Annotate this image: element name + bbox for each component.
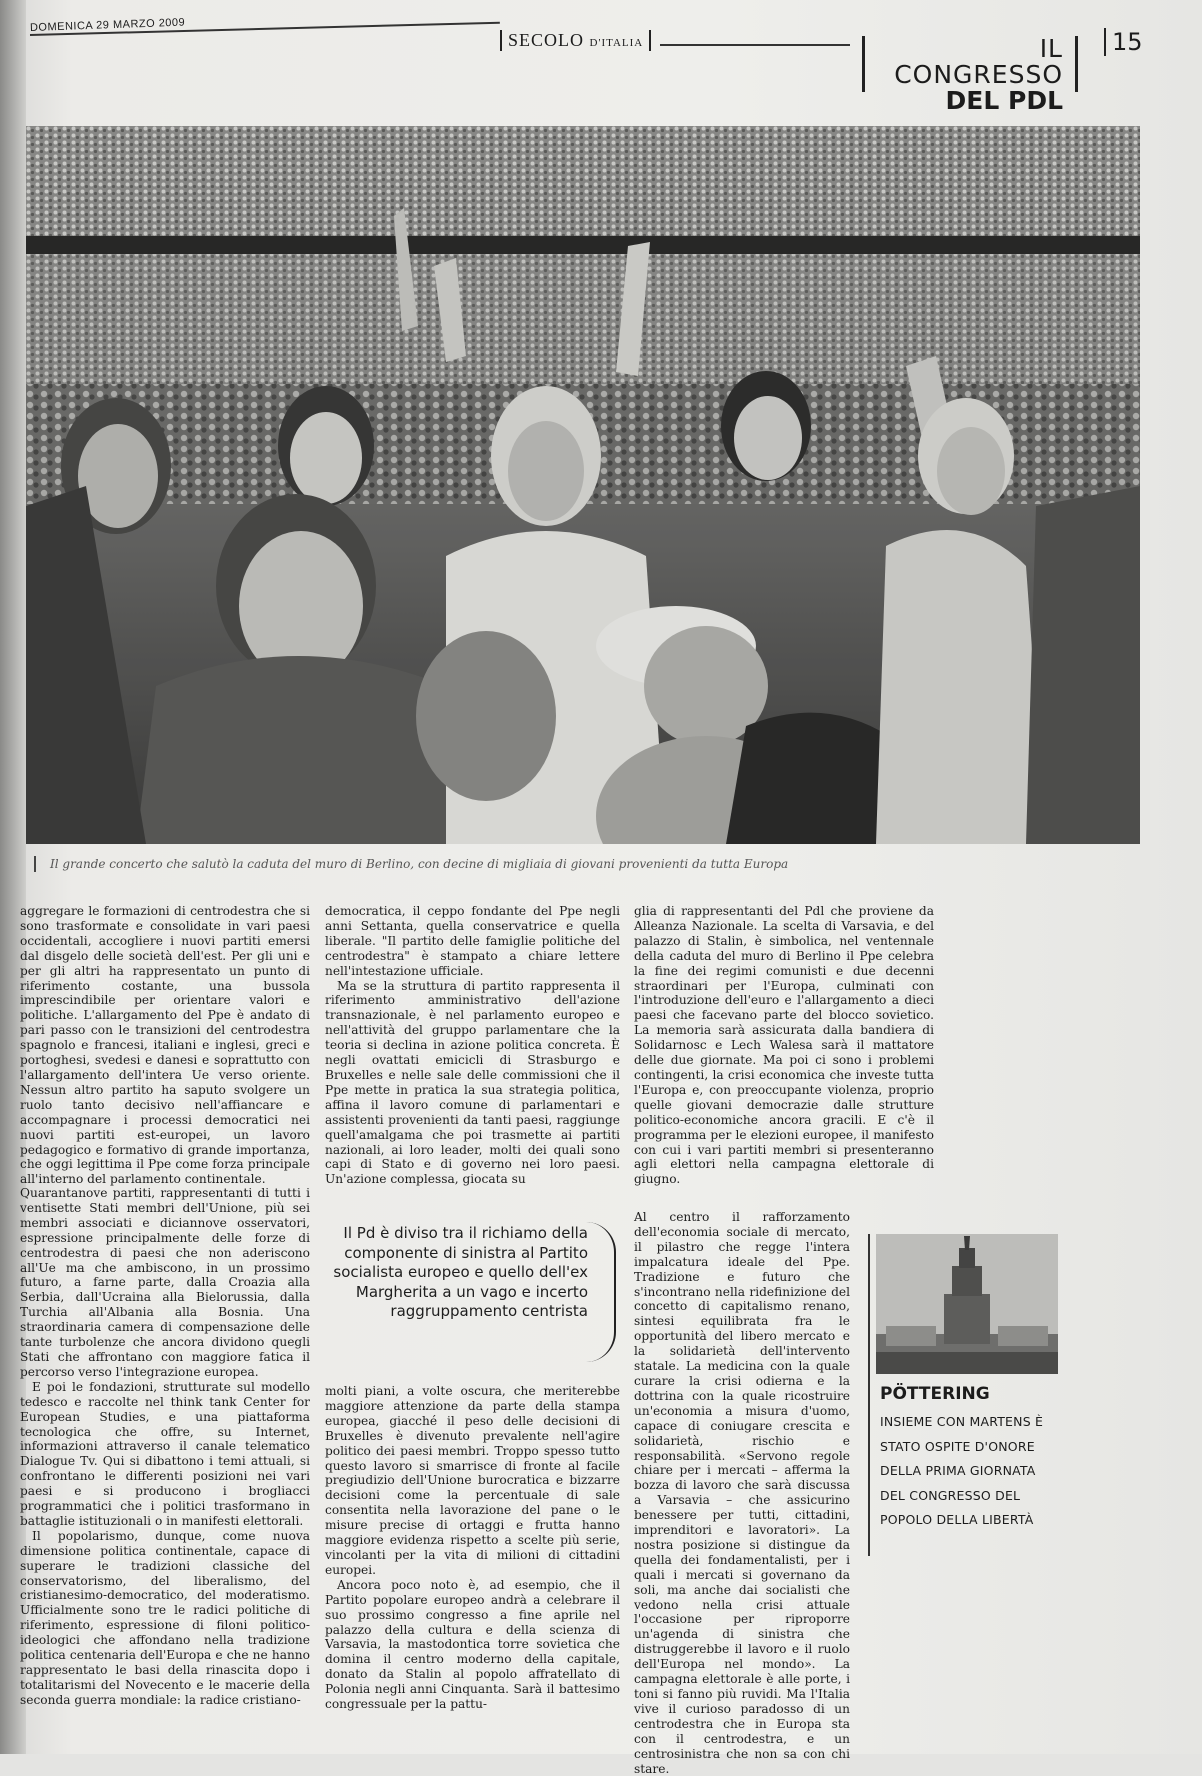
article-paragraph: E poi le fondazioni, strutturate sul modello tedesco e raccolte nel think tank Center for European Studies, e una piattaforma tecnologica che offre, su Internet, informazioni attraverso il canale telematico Dialogue Tv. Qui si dibattono i temi attuali, si confrontano le differenti posizioni nei vari paesi e si producono i brogliacci programmatici che i politici trasformano in battaglie istituzionali o in manifesti elettorali. xyxy=(20,1379,310,1528)
section-title-line2: DEL PDL xyxy=(945,86,1063,115)
palace-tower-illustration xyxy=(876,1234,1058,1374)
article-column-1 xyxy=(20,904,310,1187)
page-number: 15 xyxy=(1104,28,1143,56)
section-title-line1: IL CONGRESSO xyxy=(894,34,1063,89)
masthead xyxy=(500,30,651,51)
masthead-name: SECOLO xyxy=(508,30,585,50)
article-column-3 xyxy=(634,904,934,1187)
pull-quote: Il Pd è diviso tra il richiamo della componente di sinistra al Partito socialista europeo e quello dell'ex Margherita a un vago e incerto raggruppamento centrista xyxy=(333,1224,588,1320)
article-paragraph: glia di rappresentanti del Pdl che proviene da Alleanza Nazionale. La scelta di Varsavia, e del palazzo di Stalin, è simbolica, nel ventennale della caduta del muro di Berlino il Ppe celebra la fine dei regimi comunisti e due decenni straordinari per l'Europa, culminati con l'introduzione dell'euro e l'allargamento a dieci paesi che facevano parte del blocco sovietico. La memoria sarà assicurata dalla bandiera di Solidarnosc e Lech Walesa sarà il mattatore delle due giornate. Ma poi ci sono i problemi contingenti, la crisi economica che investe tutta l'Europa e, con preoccupante violenza, proprio quelle giovani democrazie dalle strutture politico-economiche ancora gracili. E c'è il programma per le elezioni europee, il manifesto con cui i vari partiti membri si presenteranno agli elettori nella campagna elettorale di giugno. xyxy=(634,904,934,1187)
pull-quote-bracket xyxy=(586,1222,616,1362)
masthead-suffix: D'ITALIA xyxy=(589,37,644,49)
article-paragraph: Quarantanove partiti, rappresentanti di tutti i ventisette Stati membri dell'Unione, più sei membri associati e diciannove osservatori, espressione principalmente delle forze di centrodestra di paesi che non aderiscono all'Ue ma che ambiscono, in un prossimo futuro, a farne parte, dalla Croazia alla Serbia, dall'Ucraina alla Bielorussia, dalla Turchia all'Albania alla Bosnia. Una straordinaria camera di compensazione delle tante turbolenze che ancora dividono quegli Stati che affrontano con maggiore fatica il percorso verso l'integrazione europea. xyxy=(20,1186,310,1379)
article-column-1-continued xyxy=(20,1186,310,1708)
article-column-3-continued xyxy=(634,1210,850,1776)
article-paragraph: aggregare le formazioni di centrodestra che si sono trasformate e consolidate in vari paesi occidentali, accogliere i nuovi partiti emersi dal disgelo delle società dell'est. Per gli uni e per gli altri ha rappresentato un punto di riferimento costante, una bussola imprescindibile per orientare valori e politiche. L'allargamento del Ppe è andato di pari passo con le transizioni del centrodestra spagnolo e francesi, italiani e inglesi, greci e portoghesi, svedesi e danesi e soprattutto con l'allargamento dell'intera Ue verso oriente. Nessun altro partito ha saputo svolgere un ruolo tanto decisivo nell'affiancare e accompagnare i processi democratici nei nuovi partiti est-europei, un lavoro pedagogico e formativo di grande importanza, che oggi legittima il Ppe come forza principale all'interno del parlamento continentale. xyxy=(20,904,310,1187)
concert-crowd-photo xyxy=(26,126,1140,844)
section-title xyxy=(862,34,1078,115)
palace-of-culture-photo xyxy=(876,1234,1058,1374)
article-column-2-continued xyxy=(325,1384,620,1712)
header-rule-right xyxy=(660,44,850,46)
article-paragraph: democratica, il ceppo fondante del Ppe negli anni Settanta, quella conservatrice e quella liberale. "Il partito delle famiglie politiche del centrodestra" è stampato a chiare lettere nell'intestazione ufficiale. xyxy=(325,904,620,978)
article-paragraph: molti piani, a volte oscura, che meriterebbe maggiore attenzione da parte della stampa europea, giacché il peso delle decisioni di Bruxelles è divenuto prevalente nell'agire politico dei paesi membri. Troppo spesso tutto questo lavoro si smarrisce di fronte al facile pregiudizio dell'Unione burocratica e bizzarre decisioni come la percentuale di sale consentita nella lavorazione del pane o le misure precise di ortaggi e frutta hanno maggiore evidenza rispetto a scelte più serie, vincolanti per la vita di milioni di cittadini europei. xyxy=(325,1384,620,1577)
sidebar-title: PÖTTERING xyxy=(880,1384,990,1404)
article-paragraph: Ancora poco noto è, ad esempio, che il Partito popolare europeo andrà a celebrare il suo prossimo congresso a fine aprile nel palazzo della cultura e della scienza di Varsavia, la mastodontica torre sovietica che domina il centro moderno della capitale, donato da Stalin al popolo affratellato di Polonia negli anni Cinquanta. Sarà il battesimo congressuale per la pattu- xyxy=(325,1577,620,1712)
article-paragraph: Al centro il rafforzamento dell'economia sociale di mercato, il pilastro che regge l'intera impalcatura ideale del Ppe. Tradizione e futuro che s'incontrano nella ridefinizione del concetto di capitalismo renano, sintesi equilibrata fra le opportunità del libero mercato e la solidarietà dell'intervento statale. La medicina con la quale curare la crisi odierna e la dottrina con la quale ricostruire un'economia a misura d'uomo, capace di coniugare crescita e solidarietà, rischio e responsabilità. «Servono regole chiare per i mercati – afferma la bozza di lavoro che sarà discussa a Varsavia – che assicurino benessere per tutti, cittadini, imprenditori e lavoratori». La nostra posizione si distingue da quella dei fondamentalisti, per i quali i mercati si governano da soli, ma anche dai socialisti che vedono nella crisi attuale l'occasione per riproporre un'agenda di sinistra che distruggerebbe il lavoro e il ruolo dell'Europa nel mondo». La campagna elettorale è alle porte, i toni si fanno più ruvidi. Ma l'Italia vive il curioso paradosso di un centrodestra che in Europa sta con il centrodestra, e un centrosinistra che non sa con chi stare. xyxy=(634,1210,850,1776)
photo-caption: Il grande concerto che salutò la caduta del muro di Berlino, con decine di migliaia di giovani provenienti da tutta Europa xyxy=(34,856,1150,872)
article-paragraph: Il popolarismo, dunque, come nuova dimensione politica continentale, capace di superare le tradizioni classiche del conservatorismo, del liberalismo, del cristianesimo-democratico, del moderatismo. Ufficialmente sono tre le radici politiche di riferimento, espressione di filoni politico-ideologici che affondano nella tradizione politica centenaria dell'Europa e che ne hanno rappresentato le basi della rinascita dopo i totalitarismi del Novecento e le macerie della seconda guerra mondiale: la radice cristiano- xyxy=(20,1528,310,1707)
article-paragraph: Ma se la struttura di partito rappresenta il riferimento amministrativo dell'azione transnazionale, è nel parlamento europeo e nell'attività del gruppo parlamentare che la teoria si declina in azione politica concreta. È negli ovattati emicicli di Strasburgo e Bruxelles e nelle sale delle commissioni che il Ppe mette in pratica la sua strategia politica, affina il lavoro comune di parlamentari e assistenti provenienti da tanti paesi, raggiunge quell'amalgama che poi trasmette ai partiti nazionali, ai loro leader, molti dei quali sono capi di Stato e di governo nei loro paesi. Un'azione complessa, giocata su xyxy=(325,978,620,1187)
issue-date: DOMENICA 29 MARZO 2009 xyxy=(29,16,186,34)
sidebar-text: INSIEME CON MARTENS È STATO OSPITE D'ONORE DELLA PRIMA GIORNATA DEL CONGRESSO DEL POPOLO DELLA LIBERTÀ xyxy=(880,1414,1044,1527)
sidebar-rule xyxy=(868,1234,870,1556)
crowd-photo-illustration xyxy=(26,126,1140,844)
page-header xyxy=(0,0,1202,115)
article-column-2 xyxy=(325,904,620,1187)
